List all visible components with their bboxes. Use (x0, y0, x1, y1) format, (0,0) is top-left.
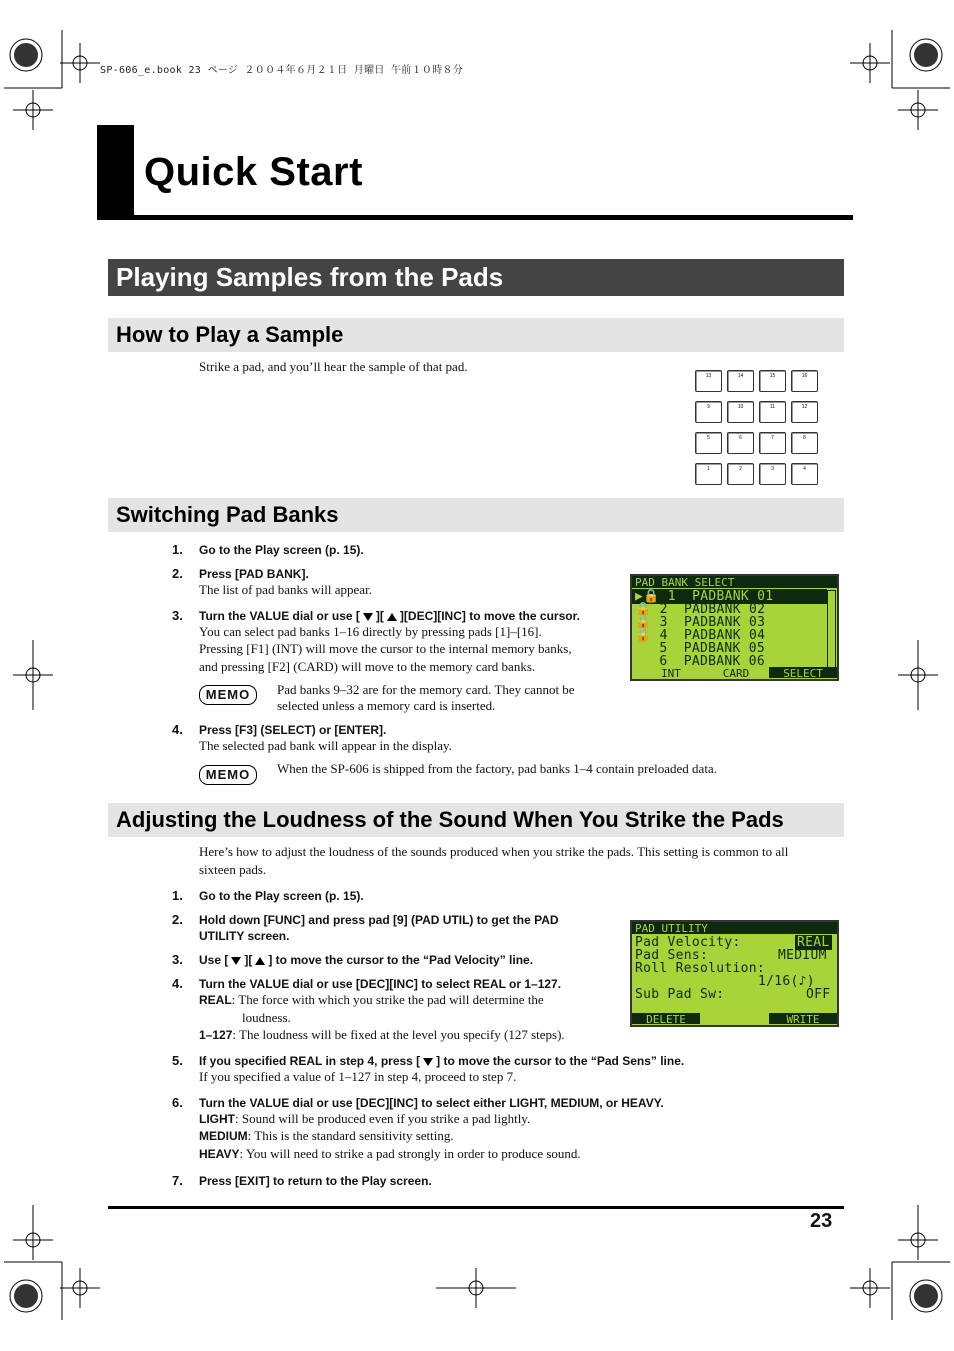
lcd-row: 5 PADBANK 05 (635, 641, 766, 656)
lcd-row-label: Pad Velocity: (635, 935, 741, 950)
option-real: REAL: The force with which you strike the pad will determine the (199, 992, 544, 1007)
lcd-pad-utility (630, 920, 839, 1027)
step-text: Turn the VALUE dial or use [DEC][INC] to select REAL or 1–127. (199, 977, 562, 991)
lcd-row-label: Roll Resolution: (635, 961, 766, 976)
step-body: Pressing [F1] (INT) will move the cursor to the internal memory banks, (199, 641, 572, 656)
lcd-row: 🔒 2 PADBANK 02 (635, 602, 766, 617)
intro-text: Here’s how to adjust the loudness of the sounds produced when you strike the pads. This setting is common to all (199, 844, 789, 859)
lcd-title: PAD BANK SELECT (632, 576, 837, 588)
pad-number: 5 (707, 435, 710, 441)
lcd-row: 6 PADBANK 06 (635, 654, 766, 669)
memo-icon: MEMO (199, 685, 257, 705)
pad-button (695, 463, 722, 485)
step-text: Press [EXIT] to return to the Play screen. (199, 1174, 432, 1188)
pad-number: 14 (737, 373, 744, 379)
subsection-adjusting-loudness (108, 803, 844, 837)
subsection-title: How to Play a Sample (116, 322, 344, 347)
step-text: UTILITY screen. (199, 929, 290, 943)
pad-button (759, 432, 786, 454)
subsection-title: Adjusting the Loudness of the Sound When You Strike the Pads (116, 807, 784, 832)
book-meta-header: SP-606_e.book 23 ページ ２００４年６月２１日 月曜日 午前１０時８分 (100, 65, 464, 76)
play-sample-text: Strike a pad, and you’ll hear the sample of that pad. (199, 359, 468, 374)
pad-button (695, 370, 722, 392)
pad-button (727, 370, 754, 392)
lcd-f1: INT (661, 667, 681, 680)
step-number: 3. (172, 952, 183, 967)
pad-button (727, 432, 754, 454)
subsection-how-to-play (108, 318, 844, 352)
pad-number: 10 (737, 404, 744, 410)
step-number: 5. (172, 1053, 183, 1068)
up-arrow-icon (387, 613, 397, 621)
step-body: If you specified a value of 1–127 in step 4, proceed to step 7. (199, 1069, 517, 1084)
pad-button (759, 401, 786, 423)
pad-number: 11 (769, 404, 776, 410)
lcd-row-label: Sub Pad Sw: (635, 987, 725, 1002)
pad-number: 13 (705, 373, 712, 379)
pad-grid (695, 370, 825, 490)
option-medium: MEDIUM: This is the standard sensitivity setting. (199, 1128, 454, 1143)
lcd-pad-bank-select (630, 574, 839, 681)
step-number: 4. (172, 976, 183, 991)
step-text: Go to the Play screen (p. 15). (199, 543, 364, 557)
pad-button (695, 432, 722, 454)
lcd-title: PAD UTILITY (632, 922, 837, 934)
pad-number: 1 (707, 466, 710, 472)
step-text: Press [PAD BANK]. (199, 567, 309, 581)
lcd-scrollbar (827, 590, 836, 668)
section-title: Playing Samples from the Pads (116, 262, 504, 292)
title-rule (97, 215, 853, 220)
pad-number: 7 (771, 435, 774, 441)
lcd-row-value: MEDIUM (778, 948, 827, 963)
lcd-f2: CARD (722, 667, 750, 680)
pad-number: 12 (801, 404, 808, 410)
step-number: 1. (172, 542, 183, 557)
lcd-row-value: 1/16(♪) (758, 974, 815, 989)
step-body: The list of pad banks will appear. (199, 582, 372, 597)
memo-text: When the SP-606 is shipped from the factory, pad banks 1–4 contain preloaded data. (277, 761, 717, 776)
up-arrow-icon (255, 957, 265, 965)
memo-text: selected unless a memory card is inserted. (277, 698, 496, 713)
subsection-switching-pad-banks (108, 498, 844, 532)
intro-text: sixteen pads. (199, 862, 267, 877)
step-text: Hold down [FUNC] and press pad [9] (PAD UTIL) to get the PAD (199, 913, 559, 927)
step-text: Press [F3] (SELECT) or [ENTER]. (199, 723, 387, 737)
pad-button (791, 401, 818, 423)
pad-button (695, 401, 722, 423)
step-number: 6. (172, 1095, 183, 1110)
step-number: 2. (172, 566, 183, 581)
lcd-f3: SELECT (769, 667, 837, 678)
step-number: 2. (172, 912, 183, 927)
lcd-f1: DELETE (632, 1013, 700, 1024)
option-light: LIGHT: Sound will be produced even if you strike a pad lightly. (199, 1111, 531, 1126)
step-text: If you specified REAL in step 4, press [ ] to move the cursor to the “Pad Sens” line. (199, 1054, 685, 1068)
pad-button (791, 432, 818, 454)
lcd-f3: WRITE (769, 1013, 837, 1024)
memo-text: Pad banks 9–32 are for the memory card. They cannot be (277, 682, 575, 697)
pad-button (727, 401, 754, 423)
step-number: 1. (172, 888, 183, 903)
lcd-row: 🔒 3 PADBANK 03 (635, 615, 766, 630)
down-arrow-icon (423, 1058, 433, 1066)
option-real-cont: loudness. (242, 1010, 291, 1025)
pad-button (791, 463, 818, 485)
pad-number: 8 (803, 435, 806, 441)
step-text: Turn the VALUE dial or use [ ][ ][DEC][INC] to move the cursor. (199, 609, 580, 623)
option-fixed: 1–127: The loudness will be fixed at the level you specify (127 steps). (199, 1027, 565, 1042)
memo-icon: MEMO (199, 765, 257, 785)
step-number: 4. (172, 722, 183, 737)
title-block-marker (97, 125, 134, 218)
step-body: and pressing [F2] (CARD) will move to the memory card banks. (199, 659, 536, 674)
step-body: The selected pad bank will appear in the display. (199, 738, 452, 753)
step-number: 3. (172, 608, 183, 623)
lcd-row-label: Pad Sens: (635, 948, 709, 963)
pad-number: 6 (739, 435, 742, 441)
page-title: Quick Start (144, 150, 363, 194)
page-number: 23 (810, 1210, 833, 1232)
lcd-row-value: OFF (806, 987, 831, 1002)
pad-number: 15 (769, 373, 776, 379)
option-heavy: HEAVY: You will need to strike a pad strongly in order to produce sound. (199, 1146, 581, 1161)
pad-button (791, 370, 818, 392)
pad-button (759, 370, 786, 392)
pad-button (759, 463, 786, 485)
step-text: Use [ ][ ] to move the cursor to the “Pad Velocity” line. (199, 953, 534, 967)
pad-number: 9 (707, 404, 710, 410)
lcd-row-value-selected: REAL (797, 935, 830, 950)
down-arrow-icon (231, 957, 241, 965)
pad-number: 16 (801, 373, 808, 379)
subsection-title: Switching Pad Banks (116, 502, 339, 527)
lcd-row: 🔒 4 PADBANK 04 (635, 628, 766, 643)
step-number: 7. (172, 1173, 183, 1188)
pad-number: 2 (739, 466, 742, 472)
step-text: Go to the Play screen (p. 15). (199, 889, 364, 903)
down-arrow-icon (363, 613, 373, 621)
step-body: You can select pad banks 1–16 directly by pressing pads [1]–[16]. (199, 624, 542, 639)
pad-number: 4 (803, 466, 806, 472)
lcd-row-selected: ▶🔒 1 PADBANK 01 (632, 589, 827, 604)
step-text: Turn the VALUE dial or use [DEC][INC] to select either LIGHT, MEDIUM, or HEAVY. (199, 1096, 664, 1110)
footer-rule (108, 1206, 844, 1209)
pad-button (727, 463, 754, 485)
pad-number: 3 (771, 466, 774, 472)
